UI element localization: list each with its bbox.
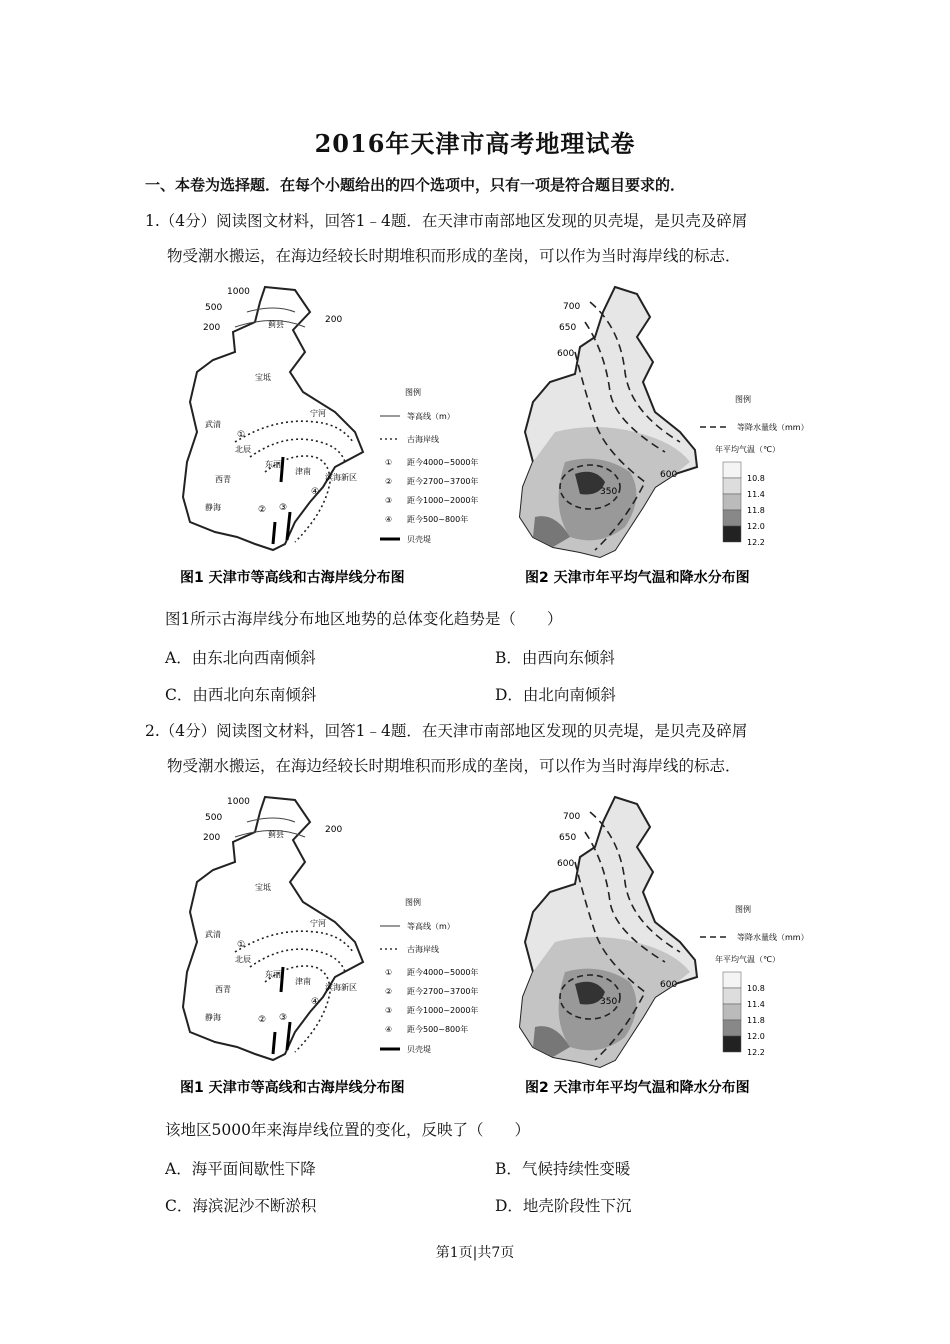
temp-swatch xyxy=(723,1020,741,1036)
contour-label: 200 xyxy=(203,323,221,333)
legend-marker: ② xyxy=(385,987,393,996)
legend-marker: ③ xyxy=(385,496,393,505)
legend-marker: ① xyxy=(385,458,393,467)
temp-swatch xyxy=(723,462,741,478)
temp-swatch xyxy=(723,988,741,1004)
legend-title: 图例 xyxy=(405,388,421,397)
map2 xyxy=(520,287,697,557)
temp-value: 11.4 xyxy=(747,1000,765,1009)
temp-value: 12.0 xyxy=(747,1032,765,1041)
temp-value: 11.4 xyxy=(747,490,765,499)
question-1-stem xyxy=(145,204,815,274)
marker-4: ④ xyxy=(311,997,320,1007)
place-label: 西青 xyxy=(215,475,231,484)
marker-2: ② xyxy=(258,1015,267,1025)
legend-item: 古海岸线 xyxy=(407,945,439,954)
maps-figure xyxy=(175,282,835,594)
stem-line-1: 2.（4分）阅读图文材料，回答1﹣4题．在天津市南部地区发现的贝壳堤，是贝壳及碎屑 xyxy=(145,722,748,740)
legend-marker: ② xyxy=(385,477,393,486)
contour-line xyxy=(247,308,295,312)
isohyet-label: 700 xyxy=(563,812,581,822)
section-heading: 一、本卷为选择题．在每个小题给出的四个选项中，只有一项是符合题目要求的． xyxy=(145,176,686,194)
figure-caption: 图1 天津市等高线和古海岸线分布图 xyxy=(180,1080,405,1096)
marker-1: ① xyxy=(237,430,246,440)
map2-legend xyxy=(700,904,809,1057)
question-2-stem xyxy=(145,714,815,784)
place-label: 滨海新区 xyxy=(325,983,357,992)
isohyet-label: 700 xyxy=(563,302,581,312)
temp-swatch xyxy=(723,526,741,542)
legend-item: 古海岸线 xyxy=(407,435,439,444)
figure-maps-1 xyxy=(175,282,835,594)
temp-value: 10.8 xyxy=(747,984,765,993)
option-d[interactable]: D．由北向南倾斜 xyxy=(495,686,616,704)
isohyet-label: 350 xyxy=(600,997,618,1007)
legend-item: 距今4000~5000年 xyxy=(407,968,479,977)
shell-ridge xyxy=(273,1032,275,1054)
isohyet-label: 600 xyxy=(660,980,678,990)
legend-item: 贝壳堤 xyxy=(407,535,431,544)
place-label: 蓟县 xyxy=(268,320,284,329)
legend-item: 距今2700~3700年 xyxy=(407,477,479,486)
option-c[interactable]: C．海滨泥沙不断淤积 xyxy=(165,1197,317,1215)
legend-title: 图例 xyxy=(405,898,421,907)
option-d[interactable]: D．地壳阶段性下沉 xyxy=(495,1197,632,1215)
place-label: 津南 xyxy=(295,977,311,986)
place-label: 宝坻 xyxy=(255,373,271,382)
temp-swatch xyxy=(723,1036,741,1052)
question-2-text: 该地区5000年来海岸线位置的变化，反映了（ ） xyxy=(165,1121,530,1139)
shell-ridge xyxy=(281,457,283,482)
isohyet-label: 600 xyxy=(660,470,678,480)
place-label: 宝坻 xyxy=(255,883,271,892)
isohyet-label: 650 xyxy=(559,833,577,843)
map2 xyxy=(520,797,697,1067)
figure-caption: 图2 天津市年平均气温和降水分布图 xyxy=(525,1080,750,1096)
isohyet-label: 600 xyxy=(557,349,575,359)
question-1-text: 图1所示古海岸线分布地区地势的总体变化趋势是（ ） xyxy=(165,610,563,628)
marker-3: ③ xyxy=(279,503,288,513)
contour-label: 200 xyxy=(325,825,343,835)
marker-2: ② xyxy=(258,505,267,515)
temp-swatch xyxy=(723,478,741,494)
contour-label: 200 xyxy=(325,315,343,325)
ancient-coastline xyxy=(250,949,345,972)
temp-value: 11.8 xyxy=(747,1016,765,1025)
temp-value: 10.8 xyxy=(747,474,765,483)
place-label: 西青 xyxy=(215,985,231,994)
figure-caption: 图2 天津市年平均气温和降水分布图 xyxy=(525,570,750,586)
isohyet-label: 650 xyxy=(559,323,577,333)
legend-item: 距今4000~5000年 xyxy=(407,458,479,467)
page-title: 2016年天津市高考地理试卷 xyxy=(314,129,636,158)
ancient-coastline xyxy=(235,931,353,952)
ancient-coastline xyxy=(250,439,345,462)
place-label: 静海 xyxy=(205,1013,221,1022)
shell-ridge xyxy=(281,967,283,992)
isohyet-label: 600 xyxy=(557,859,575,869)
ancient-coastline xyxy=(235,421,353,442)
legend-item: 年平均气温（℃） xyxy=(715,955,780,964)
isohyet-label: 350 xyxy=(600,487,618,497)
legend-item: 距今1000~2000年 xyxy=(407,496,479,505)
contour-line xyxy=(247,818,295,822)
temp-value: 12.2 xyxy=(747,538,765,547)
place-label: 东丽 xyxy=(265,460,281,469)
temp-swatch xyxy=(723,510,741,526)
legend-marker: ④ xyxy=(385,515,393,524)
marker-3: ③ xyxy=(279,1013,288,1023)
legend-item: 等高线（m） xyxy=(407,922,455,931)
marker-4: ④ xyxy=(311,487,320,497)
legend-item: 等降水量线（mm） xyxy=(737,933,809,942)
temp-value: 12.2 xyxy=(747,1048,765,1057)
shell-ridge xyxy=(273,522,275,544)
legend-title: 图例 xyxy=(735,395,751,404)
temp-value: 12.0 xyxy=(747,522,765,531)
option-b[interactable]: B．由西向东倾斜 xyxy=(495,649,615,667)
temp-swatch xyxy=(723,1004,741,1020)
temp-value: 11.8 xyxy=(747,506,765,515)
place-label: 东丽 xyxy=(265,970,281,979)
contour-label: 1000 xyxy=(227,797,250,807)
contour-label: 200 xyxy=(203,833,221,843)
place-label: 北辰 xyxy=(235,955,251,964)
maps-figure xyxy=(175,792,835,1104)
place-label: 武清 xyxy=(205,420,221,429)
place-label: 宁河 xyxy=(310,409,326,418)
map2-legend xyxy=(700,394,809,547)
marker-1: ① xyxy=(237,940,246,950)
figure-maps-2 xyxy=(175,792,835,1104)
legend-item: 年平均气温（℃） xyxy=(715,445,780,454)
contour-label: 1000 xyxy=(227,287,250,297)
option-a[interactable]: A．由东北向西南倾斜 xyxy=(165,649,316,667)
legend-title: 图例 xyxy=(735,905,751,914)
contour-label: 500 xyxy=(205,813,223,823)
legend-item: 距今2700~3700年 xyxy=(407,987,479,996)
contour-label: 500 xyxy=(205,303,223,313)
figure-caption: 图1 天津市等高线和古海岸线分布图 xyxy=(180,570,405,586)
legend-item: 等降水量线（mm） xyxy=(737,423,809,432)
legend-marker: ① xyxy=(385,968,393,977)
map1-legend xyxy=(380,387,478,544)
place-label: 静海 xyxy=(205,503,221,512)
legend-item: 贝壳堤 xyxy=(407,1045,431,1054)
place-label: 北辰 xyxy=(235,445,251,454)
map1-legend xyxy=(380,897,478,1054)
place-label: 津南 xyxy=(295,467,311,476)
place-label: 滨海新区 xyxy=(325,473,357,482)
legend-marker: ③ xyxy=(385,1006,393,1015)
legend-item: 距今500~800年 xyxy=(407,515,469,524)
legend-item: 距今1000~2000年 xyxy=(407,1006,479,1015)
map1 xyxy=(183,287,363,550)
place-label: 武清 xyxy=(205,930,221,939)
stem-line-2: 物受潮水搬运，在海边经较长时期堆积而形成的垄岗，可以作为当时海岸线的标志． xyxy=(167,247,741,265)
place-label: 宁河 xyxy=(310,919,326,928)
temp-swatch xyxy=(723,972,741,988)
option-c[interactable]: C．由西北向东南倾斜 xyxy=(165,686,317,704)
legend-item: 等高线（m） xyxy=(407,412,455,421)
stem-line-2: 物受潮水搬运，在海边经较长时期堆积而形成的垄岗，可以作为当时海岸线的标志． xyxy=(167,757,741,775)
page-footer: 第1页|共7页 xyxy=(435,1245,515,1261)
legend-marker: ④ xyxy=(385,1025,393,1034)
option-b[interactable]: B．气候持续性变暖 xyxy=(495,1160,631,1178)
map1 xyxy=(183,797,363,1060)
temp-swatch xyxy=(723,494,741,510)
legend-item: 距今500~800年 xyxy=(407,1025,469,1034)
place-label: 蓟县 xyxy=(268,830,284,839)
stem-line-1: 1.（4分）阅读图文材料，回答1﹣4题．在天津市南部地区发现的贝壳堤，是贝壳及碎屑 xyxy=(145,212,748,230)
option-a[interactable]: A．海平面间歇性下降 xyxy=(165,1160,316,1178)
